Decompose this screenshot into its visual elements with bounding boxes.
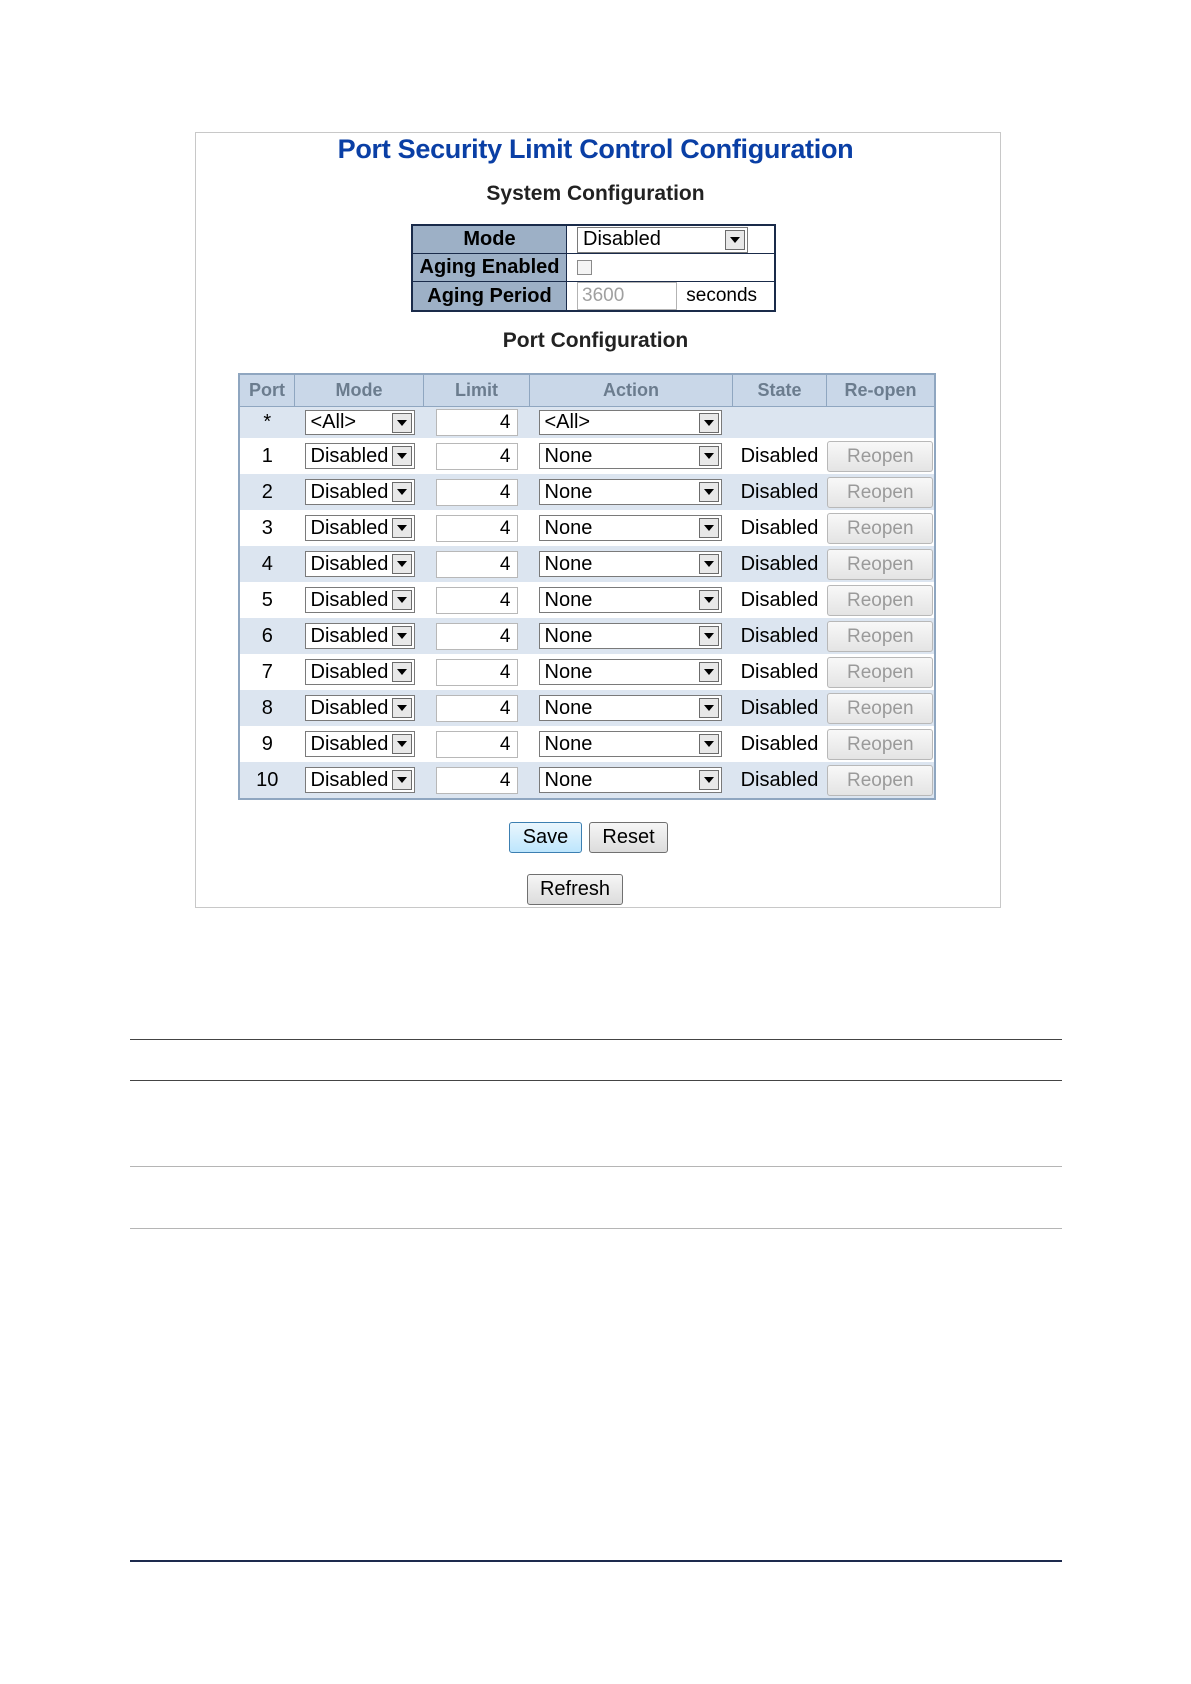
port-cell: *: [239, 407, 295, 439]
port-config-heading: Port Configuration: [502, 329, 689, 352]
reopen-button[interactable]: Reopen: [827, 765, 933, 796]
table-row: [239, 654, 935, 690]
all-action-select[interactable]: [539, 410, 722, 435]
port-mode-select[interactable]: [305, 767, 415, 793]
table-row: [239, 726, 935, 762]
port-mode-value: Disabled: [310, 444, 389, 467]
all-mode-value: <All>: [310, 411, 357, 433]
reopen-button[interactable]: Reopen: [827, 657, 933, 688]
system-mode-select[interactable]: [577, 227, 748, 253]
chevron-down-icon: [392, 698, 412, 718]
port-limit-input[interactable]: 4: [436, 659, 518, 686]
port-action-select[interactable]: [539, 731, 722, 757]
port-mode-value: Disabled: [310, 768, 389, 791]
port-action-select[interactable]: [539, 515, 722, 541]
footer-rule: [130, 1560, 1062, 1562]
port-action-select[interactable]: [539, 659, 722, 685]
port-action-value: None: [544, 480, 593, 503]
chevron-down-icon: [392, 482, 412, 502]
port-action-value: None: [544, 696, 593, 719]
port-mode-select[interactable]: [305, 479, 415, 505]
port-action-select[interactable]: [539, 551, 722, 577]
col-action: Action: [530, 374, 733, 407]
chevron-down-icon: [699, 518, 719, 538]
save-button[interactable]: Save: [509, 822, 582, 853]
col-mode: Mode: [295, 374, 424, 407]
port-state: Disabled: [733, 582, 827, 618]
table-row: [239, 474, 935, 510]
reset-button[interactable]: Reset: [589, 822, 668, 853]
port-limit-input[interactable]: 4: [436, 767, 518, 794]
port-mode-value: Disabled: [310, 552, 389, 575]
port-limit-input[interactable]: 4: [436, 695, 518, 722]
port-action-value: None: [544, 660, 593, 683]
reopen-button[interactable]: Reopen: [827, 621, 933, 652]
col-reopen: Re-open: [827, 374, 936, 407]
port-action-value: None: [544, 588, 593, 611]
port-action-value: None: [544, 732, 593, 755]
port-mode-value: Disabled: [310, 732, 389, 755]
table-row: [239, 762, 935, 799]
chevron-down-icon: [392, 413, 412, 433]
port-mode-select[interactable]: [305, 659, 415, 685]
reopen-button[interactable]: Reopen: [827, 729, 933, 760]
port-mode-select[interactable]: [305, 515, 415, 541]
port-cell: 6: [239, 618, 295, 654]
port-mode-value: Disabled: [310, 516, 389, 539]
port-mode-value: Disabled: [310, 624, 389, 647]
divider: [130, 1080, 1062, 1081]
reopen-button[interactable]: Reopen: [827, 441, 933, 472]
mode-label: Mode: [412, 225, 567, 254]
port-state: Disabled: [733, 726, 827, 762]
reopen-button[interactable]: Reopen: [827, 585, 933, 616]
table-row: [239, 546, 935, 582]
port-action-value: None: [544, 552, 593, 575]
chevron-down-icon: [392, 662, 412, 682]
all-mode-select[interactable]: [305, 410, 415, 435]
port-action-value: None: [544, 444, 593, 467]
port-action-select[interactable]: [539, 587, 722, 613]
port-limit-input[interactable]: 4: [436, 731, 518, 758]
port-action-select[interactable]: [539, 623, 722, 649]
system-config-heading: System Configuration: [486, 182, 705, 205]
port-action-select[interactable]: [539, 767, 722, 793]
table-row: [239, 582, 935, 618]
chevron-down-icon: [699, 698, 719, 718]
port-mode-select[interactable]: [305, 695, 415, 721]
reopen-button[interactable]: Reopen: [827, 513, 933, 544]
chevron-down-icon: [699, 590, 719, 610]
port-config-table: [238, 373, 936, 800]
port-action-value: None: [544, 516, 593, 539]
port-mode-select[interactable]: [305, 443, 415, 469]
all-action-value: <All>: [544, 411, 591, 433]
chevron-down-icon: [392, 554, 412, 574]
port-action-value: None: [544, 768, 593, 791]
port-mode-value: Disabled: [310, 660, 389, 683]
table-row: [239, 618, 935, 654]
port-action-value: None: [544, 624, 593, 647]
port-state: Disabled: [733, 438, 827, 474]
port-mode-select[interactable]: [305, 731, 415, 757]
chevron-down-icon: [699, 413, 719, 433]
port-limit-input[interactable]: 4: [436, 551, 518, 578]
aging-enabled-checkbox[interactable]: [577, 260, 592, 275]
all-ports-row: [239, 407, 935, 439]
refresh-button[interactable]: Refresh: [527, 874, 623, 905]
divider: [130, 1039, 1062, 1040]
port-state: Disabled: [733, 546, 827, 582]
port-mode-value: Disabled: [310, 588, 389, 611]
port-action-select[interactable]: [539, 443, 722, 469]
chevron-down-icon: [699, 554, 719, 574]
port-state: Disabled: [733, 474, 827, 510]
aging-period-label: Aging Period: [412, 282, 567, 312]
col-port: Port: [239, 374, 295, 407]
port-state: Disabled: [733, 762, 827, 799]
port-state: Disabled: [733, 618, 827, 654]
port-limit-input[interactable]: 4: [436, 623, 518, 650]
chevron-down-icon: [392, 590, 412, 610]
chevron-down-icon: [392, 518, 412, 538]
port-limit-input[interactable]: 4: [436, 443, 518, 470]
aging-enabled-label: Aging Enabled: [412, 254, 567, 282]
port-limit-input[interactable]: 4: [436, 587, 518, 614]
port-cell: 2: [239, 474, 295, 510]
system-config-table: [411, 224, 776, 312]
port-mode-select[interactable]: [305, 587, 415, 613]
all-limit-input[interactable]: 4: [436, 409, 518, 436]
chevron-down-icon: [699, 482, 719, 502]
chevron-down-icon: [699, 626, 719, 646]
port-cell: 1: [239, 438, 295, 474]
port-limit-input[interactable]: 4: [436, 515, 518, 542]
chevron-down-icon: [392, 734, 412, 754]
chevron-down-icon: [392, 770, 412, 790]
aging-period-unit: seconds: [686, 285, 758, 307]
chevron-down-icon: [699, 662, 719, 682]
port-cell: 5: [239, 582, 295, 618]
chevron-down-icon: [699, 770, 719, 790]
port-cell: 4: [239, 546, 295, 582]
col-state: State: [733, 374, 827, 407]
aging-period-input[interactable]: 3600: [577, 282, 677, 310]
table-row: [239, 690, 935, 726]
table-row: [239, 510, 935, 546]
chevron-down-icon: [699, 446, 719, 466]
port-mode-value: Disabled: [310, 480, 389, 503]
port-mode-select[interactable]: [305, 551, 415, 577]
chevron-down-icon: [725, 230, 745, 250]
port-state: Disabled: [733, 510, 827, 546]
system-mode-value: Disabled: [583, 228, 661, 250]
reopen-button[interactable]: Reopen: [827, 477, 933, 508]
port-limit-input[interactable]: 4: [436, 479, 518, 506]
port-cell: 10: [239, 762, 295, 799]
port-mode-select[interactable]: [305, 623, 415, 649]
port-mode-value: Disabled: [310, 696, 389, 719]
port-action-select[interactable]: [539, 479, 722, 505]
port-state: Disabled: [733, 654, 827, 690]
reopen-button[interactable]: Reopen: [827, 549, 933, 580]
col-limit: Limit: [424, 374, 530, 407]
port-state: Disabled: [733, 690, 827, 726]
reopen-button[interactable]: Reopen: [827, 693, 933, 724]
chevron-down-icon: [699, 734, 719, 754]
chevron-down-icon: [392, 626, 412, 646]
page-title: Port Security Limit Control Configuration: [337, 134, 854, 164]
port-action-select[interactable]: [539, 695, 722, 721]
divider: [130, 1228, 1062, 1229]
port-cell: 9: [239, 726, 295, 762]
port-cell: 8: [239, 690, 295, 726]
table-row: [239, 438, 935, 474]
divider: [130, 1166, 1062, 1167]
port-cell: 7: [239, 654, 295, 690]
port-cell: 3: [239, 510, 295, 546]
chevron-down-icon: [392, 446, 412, 466]
